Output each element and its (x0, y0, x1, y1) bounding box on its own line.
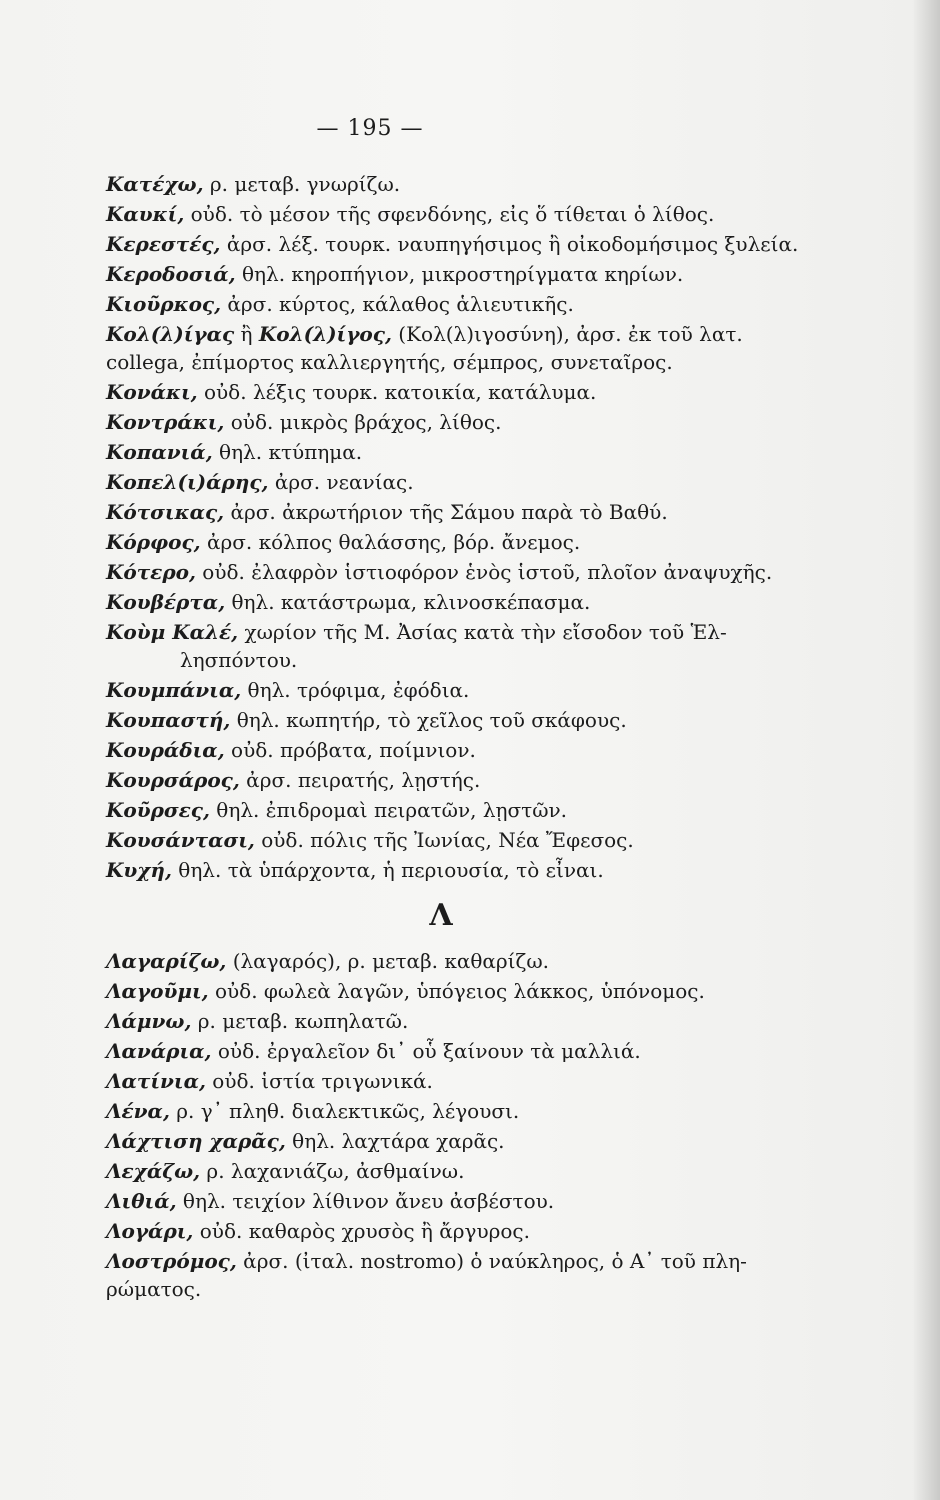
headword: Λένα, (106, 1099, 170, 1123)
glossary-entry (106, 947, 736, 975)
headword: Κουμπάνια, (106, 678, 242, 702)
glossary-entry (106, 260, 736, 288)
definition: οὐδ. πόλις τῆς Ἰωνίας, Νέα Ἔφεσος. (254, 828, 634, 852)
headword: Κολ(λ)ίγας (106, 322, 235, 346)
headword: Λεχάζω, (106, 1159, 201, 1183)
definition: θηλ. τρόφιμα, ἐφόδια. (241, 678, 470, 702)
definition: ἀρσ. (ἰταλ. nostromo) ὁ ναύκληρος, ὁ Α᾽ τοῦ πλη- (236, 1249, 747, 1273)
section-letter: Λ (429, 898, 453, 933)
glossary-entry (106, 438, 736, 466)
headword: Λοστρόμος, (106, 1249, 237, 1273)
headword-variant: Κολ(λ)ίγος, (258, 322, 392, 346)
definition: ρ. λαχανιάζω, ἀσθμαίνω. (200, 1159, 465, 1183)
entries-l (106, 947, 747, 1303)
headword: Κοῦρσες, (106, 798, 210, 822)
headword: Κουβέρτα, (106, 590, 226, 614)
headword: Κουρσάρος, (106, 768, 240, 792)
headword: Κόρφος, (106, 530, 201, 554)
definition: οὐδ. ἐλαφρὸν ἱστιοφόρον ἑνὸς ἱστοῦ, πλοῖον ἀναψυχῆς. (195, 560, 773, 584)
glossary-entry (106, 230, 799, 258)
glossary-entry (106, 796, 736, 824)
glossary-entry (106, 558, 773, 586)
definition: θηλ. κωπητήρ, τὸ χεῖλος τοῦ σκάφους. (230, 708, 627, 732)
headword: Κότερο, (106, 560, 196, 584)
definition-continuation-line: ρώματος. (106, 1277, 202, 1301)
definition: οὐδ. ἐργαλεῖον δι᾽ οὗ ξαίνουν τὰ μαλλιά. (211, 1039, 641, 1063)
headword: Κεροδοσιά, (106, 262, 236, 286)
definition: ἀρσ. ἀκρωτήριον τῆς Σάμου παρὰ τὸ Βαθύ. (224, 500, 668, 524)
glossary-entry (106, 378, 736, 406)
headword: Λαγοῦμι, (106, 979, 209, 1003)
glossary-entry (106, 706, 736, 734)
definition: οὐδ. φωλεὰ λαγῶν, ὑπόγειος λάκκος, ὑπόνομος. (208, 979, 705, 1003)
headword: Λανάρια, (106, 1039, 212, 1063)
glossary-entry (106, 977, 736, 1005)
glossary-entry (106, 170, 736, 198)
definition: θηλ. κατάστρωμα, κλινοσκέπασμα. (225, 590, 591, 614)
glossary-entry (106, 1097, 736, 1125)
headword: Κουράδια, (106, 738, 225, 762)
definition: (λαγαρός), ρ. μεταβ. καθαρίζω. (226, 949, 549, 973)
definition: ρ. γ᾽ πληθ. διαλεκτικῶς, λέγουσι. (169, 1099, 520, 1123)
definition: θηλ. τὰ ὑπάρχοντα, ἡ περιουσία, τὸ εἶναι. (171, 858, 604, 882)
glossary-entry (106, 1037, 736, 1065)
definition: χωρίον τῆς Μ. Ἀσίας κατὰ τὴν εἴσοδον τοῦ Ἑλ- (238, 620, 727, 644)
definition-continued: (Κολ(λ)ιγοσύνη), ἀρσ. ἐκ τοῦ λατ. (391, 322, 743, 346)
headword: Κοντράκι, (106, 410, 225, 434)
glossary-entry (106, 826, 736, 854)
headword: Κουπαστή, (106, 708, 231, 732)
glossary-entry (106, 290, 736, 318)
entries-k (106, 170, 799, 884)
definition: θηλ. λαχτάρα χαρᾶς. (285, 1129, 505, 1153)
glossary-entry (106, 1247, 747, 1303)
headword: Κοπελ(ι)άρης, (106, 470, 269, 494)
glossary-entry (106, 1067, 736, 1095)
definition: οὐδ. λέξις τουρκ. κατοικία, κατάλυμα. (197, 380, 597, 404)
glossary-entry (106, 408, 736, 436)
glossary-entry (106, 528, 736, 556)
headword: Κουσάντασι, (106, 828, 255, 852)
definition: ἢ (234, 322, 259, 346)
headword: Λατίνια, (106, 1069, 206, 1093)
glossary-entry (106, 676, 736, 704)
definition: ρ. μεταβ. γνωρίζω. (203, 172, 401, 196)
definition: ρ. μεταβ. κωπηλατῶ. (191, 1009, 409, 1033)
glossary-entry (106, 856, 736, 884)
glossary-entry (106, 1217, 736, 1245)
headword: Κατέχω, (106, 172, 204, 196)
headword: Κυχή, (106, 858, 172, 882)
definition: οὐδ. πρόβατα, ποίμνιον. (224, 738, 476, 762)
headword: Λάχτιση χαρᾶς, (106, 1129, 286, 1153)
definition: οὐδ. ἱστία τριγωνικά. (205, 1069, 433, 1093)
glossary-entry (106, 1187, 736, 1215)
definition: ἀρσ. πειρατής, λῃστής. (239, 768, 481, 792)
headword: Κότσικας, (106, 500, 225, 524)
glossary-entry (106, 766, 736, 794)
page-edge (914, 0, 940, 1500)
definition: ἀρσ. κύρτος, κάλαθος ἁλιευτικῆς. (221, 292, 574, 316)
definition-continuation-line: collega, ἐπίμορτος καλλιεργητής, σέμπρος, συνεταῖρος. (106, 350, 673, 374)
glossary-body (106, 170, 799, 1305)
headword: Κερεστές, (106, 232, 221, 256)
headword: Κονάκι, (106, 380, 198, 404)
headword: Κιοῦρκος, (106, 292, 222, 316)
definition: οὐδ. τὸ μέσον τῆς σφενδόνης, εἰς ὅ τίθεται ὁ λίθος. (184, 202, 715, 226)
definition: θηλ. κτύπημα. (212, 440, 363, 464)
headword: Κοὺμ Καλέ, (106, 620, 239, 644)
headword: Καυκί, (106, 202, 185, 226)
definition: ἀρσ. νεανίας. (268, 470, 414, 494)
glossary-entry (106, 736, 736, 764)
glossary-entry (106, 1127, 736, 1155)
glossary-entry (106, 320, 743, 376)
glossary-entry (106, 1157, 736, 1185)
definition: ἀρσ. κόλπος θαλάσσης, βόρ. ἄνεμος. (200, 530, 581, 554)
headword: Λαγαρίζω, (106, 949, 227, 973)
headword: Λιθιά, (106, 1189, 177, 1213)
glossary-entry (106, 468, 736, 496)
page-number: — 195 — (316, 116, 424, 141)
definition: οὐδ. μικρὸς βράχος, λίθος. (224, 410, 502, 434)
headword: Κοπανιά, (106, 440, 213, 464)
definition: θηλ. ἐπιδρομαὶ πειρατῶν, λῃστῶν. (209, 798, 568, 822)
definition: οὐδ. καθαρὸς χρυσὸς ἢ ἄργυρος. (193, 1219, 530, 1243)
glossary-entry (106, 588, 736, 616)
glossary-entry (106, 618, 736, 674)
headword: Λογάρι, (106, 1219, 194, 1243)
glossary-entry (106, 498, 736, 526)
definition: θηλ. τειχίον λίθινον ἄνευ ἀσβέστου. (176, 1189, 555, 1213)
glossary-entry (106, 1007, 736, 1035)
definition-continuation-line: λησπόντου. (180, 648, 298, 672)
headword: Λάμνω, (106, 1009, 192, 1033)
glossary-entry (106, 200, 736, 228)
definition: ἀρσ. λέξ. τουρκ. ναυπηγήσιμος ἢ οἰκοδομήσιμος ξυλεία. (220, 232, 799, 256)
definition: θηλ. κηροπήγιον, μικροστηρίγματα κηρίων. (235, 262, 684, 286)
